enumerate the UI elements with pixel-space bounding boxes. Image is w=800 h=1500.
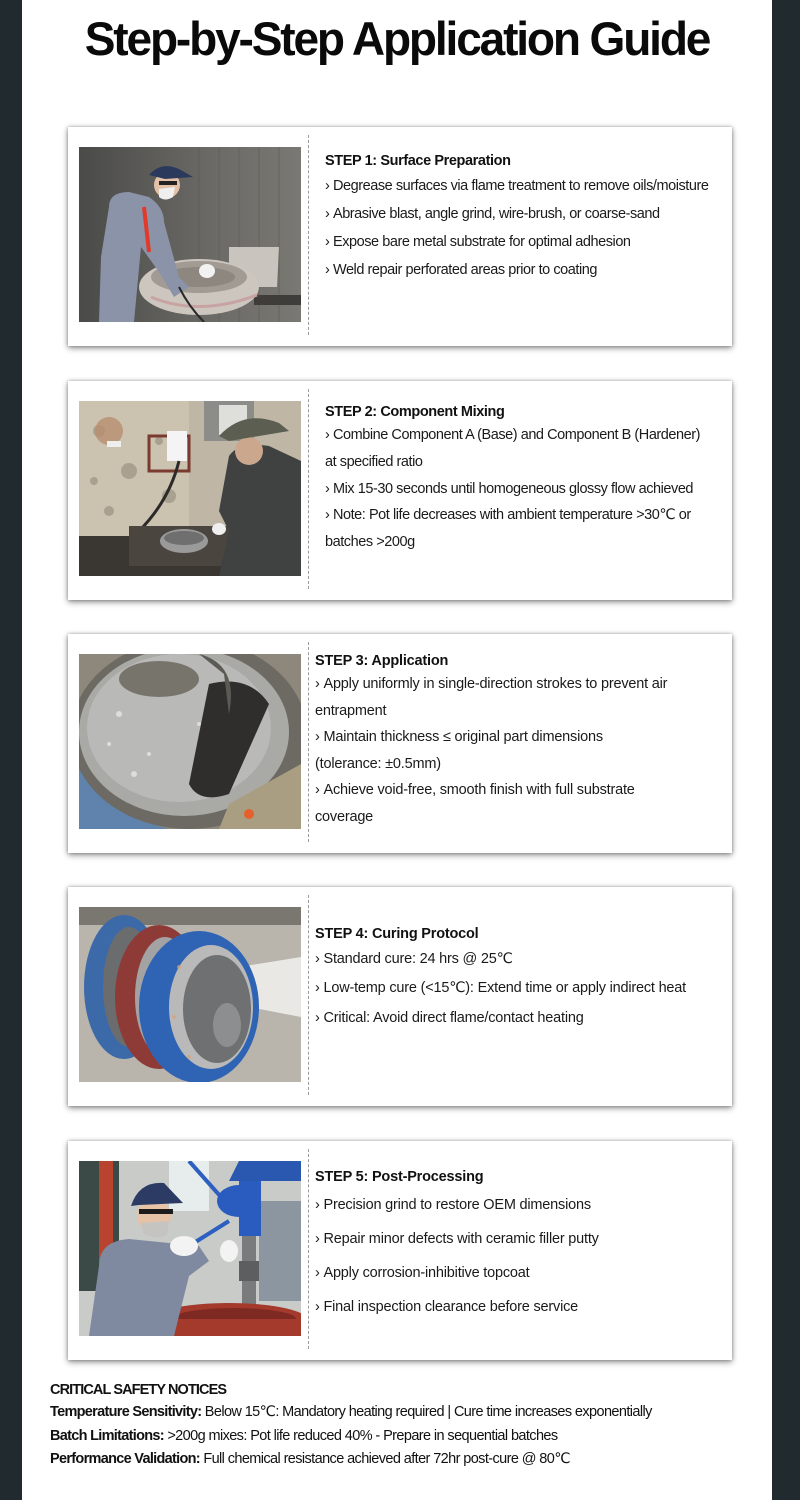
safety-title: CRITICAL SAFETY NOTICES <box>50 1382 227 1398</box>
step-title: STEP 5: Post-Processing <box>315 1169 484 1185</box>
worker-mixing-image-icon <box>79 401 301 576</box>
step-bullet: › Precision grind to restore OEM dimensions <box>315 1188 724 1222</box>
card-divider <box>308 135 309 335</box>
safety-label: Temperature Sensitivity: <box>50 1404 202 1420</box>
step-3-photo <box>79 654 301 829</box>
card-divider <box>308 895 309 1095</box>
content-column <box>22 0 772 1500</box>
step-bullet: › Apply uniformly in single-direction strokes to prevent air entrapment <box>315 671 725 724</box>
safety-text: Below 15℃: Mandatory heating required | Cure time increases exponentially <box>201 1404 652 1420</box>
step-2-photo <box>79 401 301 576</box>
step-bullet: › Maintain thickness ≤ original part dimensions (tolerance: ±0.5mm) <box>315 724 655 777</box>
card-divider <box>308 1149 309 1349</box>
step-bullet: › Low-temp cure (<15℃): Extend time or apply indirect heat <box>315 974 705 1003</box>
step-bullet: › Mix 15-30 seconds until homogeneous glossy flow achieved <box>325 476 705 503</box>
step-bullet: › Apply corrosion-inhibitive topcoat <box>315 1256 724 1290</box>
safety-item-temperature <box>50 1401 760 1425</box>
step-bullet: › Note: Pot life decreases with ambient temperature >30℃ or batches >200g <box>325 502 725 556</box>
card-divider <box>308 389 309 589</box>
step-3-text <box>315 651 724 831</box>
curing-casings-image-icon <box>79 907 301 1082</box>
step-bullet: › Weld repair perforated areas prior to coating <box>325 256 724 284</box>
step-bullet: › Combine Component A (Base) and Component B (Hardener) at specified ratio <box>325 422 705 476</box>
step-card-2 <box>68 381 732 600</box>
step-title: STEP 2: Component Mixing <box>325 404 505 420</box>
step-title: STEP 1: Surface Preparation <box>325 153 511 169</box>
step-5-photo <box>79 1161 301 1336</box>
step-bullet: › Degrease surfaces via flame treatment to remove oils/moisture <box>325 172 724 200</box>
page-title: Step-by-Step Application Guide <box>84 12 710 65</box>
safety-label: Batch Limitations: <box>50 1427 164 1444</box>
step-4-photo <box>79 907 301 1082</box>
step-title: STEP 4: Curing Protocol <box>315 926 479 942</box>
step-bullet: › Repair minor defects with ceramic filler putty <box>315 1222 724 1256</box>
step-card-5 <box>68 1141 732 1360</box>
worker-precision-grinding-image-icon <box>79 1161 301 1336</box>
step-card-1 <box>68 127 732 346</box>
step-bullet: › Final inspection clearance before service <box>315 1290 724 1324</box>
step-bullet: › Achieve void-free, smooth finish with full substrate coverage <box>315 777 695 830</box>
step-bullet: › Expose bare metal substrate for optimal adhesion <box>325 228 724 256</box>
step-bullet: › Abrasive blast, angle grind, wire-brush, or coarse-sand <box>325 200 724 228</box>
safety-notices <box>50 1379 760 1472</box>
safety-item-batch <box>50 1425 760 1449</box>
step-card-4 <box>68 887 732 1106</box>
step-title: STEP 3: Application <box>315 653 449 669</box>
safety-label: Performance Validation: <box>50 1451 200 1467</box>
step-1-text <box>325 150 724 284</box>
coated-interior-image-icon <box>79 654 301 829</box>
worker-grinding-image-icon <box>79 147 301 322</box>
safety-text: >200g mixes: Pot life reduced 40% - Prepare in sequential batches <box>163 1427 558 1444</box>
step-1-photo <box>79 147 301 322</box>
step-bullet: › Critical: Avoid direct flame/contact heating <box>315 1004 724 1033</box>
safety-text: Full chemical resistance achieved after 72hr post-cure @ 80℃ <box>199 1451 570 1467</box>
step-bullet: › Standard cure: 24 hrs @ 25℃ <box>315 945 724 974</box>
step-5-text <box>315 1166 724 1324</box>
step-2-text <box>325 402 724 556</box>
step-4-text <box>315 923 724 1033</box>
step-card-3 <box>68 634 732 853</box>
safety-item-performance <box>50 1448 760 1472</box>
card-divider <box>308 642 309 842</box>
